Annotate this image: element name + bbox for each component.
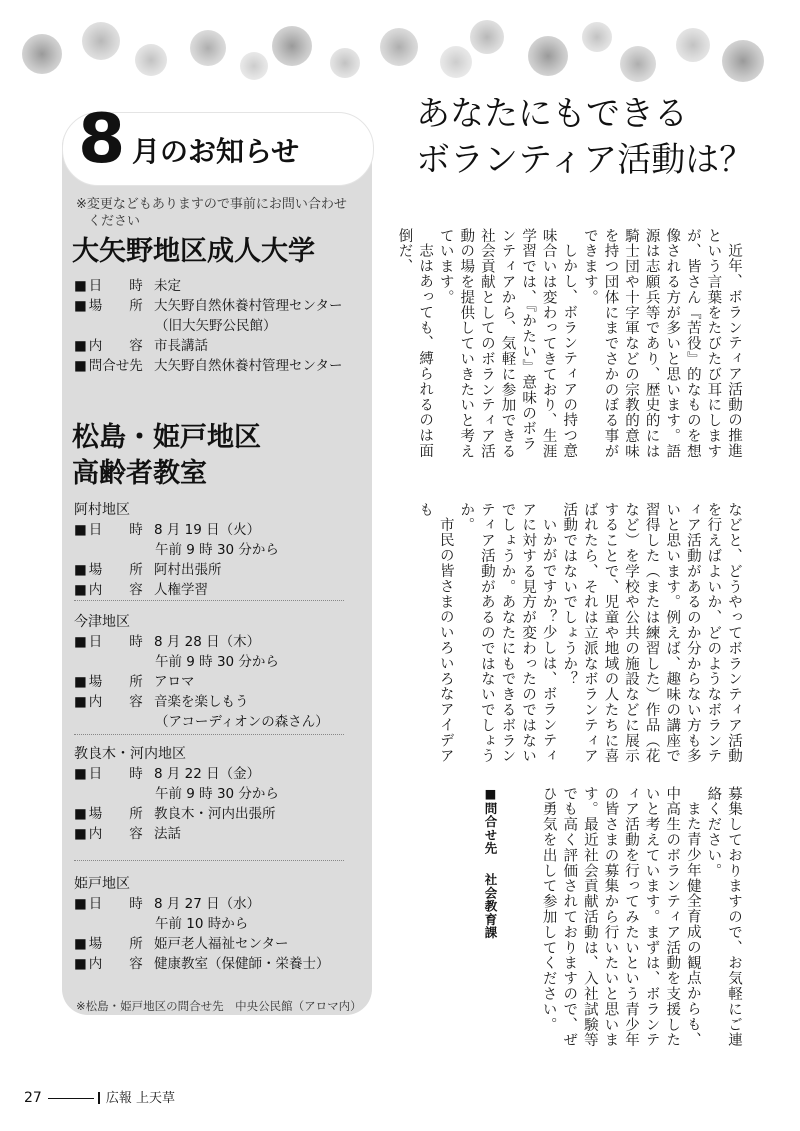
area-name: 阿村地区 [74, 502, 130, 518]
area-content-note: （アコーディオンの森さん） [155, 714, 329, 730]
area-divider [74, 860, 344, 861]
change-notice: ※変更などもありますので事前にお問い合わせ ください [76, 197, 347, 229]
section-title-matsushima: 松島・姫戸地区 [72, 422, 261, 453]
oyano-place-row: ■ 場 所 大矢野自然休養村管理センター [74, 296, 342, 316]
article-paragraph: 募集しておりますので、お気軽にご連絡ください。 [705, 786, 742, 1048]
area-time: 午前 9 時 30 分から [155, 654, 279, 670]
article-paragraph: 市民の皆さまのいろいろなアイデアも [417, 502, 454, 763]
contact-label: ■問合せ先 [483, 786, 498, 855]
area-divider [74, 734, 344, 735]
area-name: 教良木・河内地区 [74, 746, 186, 762]
article-paragraph: 志はあっても、縛られるのは面倒だ、 [396, 228, 434, 459]
area-time: 午前 9 時 30 分から [155, 786, 279, 802]
footer-bar [98, 1092, 100, 1104]
area-content-row: ■ 内 容 健康教室（保健師・栄養士） [74, 954, 330, 974]
month-number: 8 [78, 100, 126, 179]
article-paragraph: などと、どうやってボランティア活動を行えばよいか、どのようなボランティア活動があるのか分からない方も多いと思います。例えば、趣味の講座で習得した（または練習した）作品（花など）を学校や公共の施設などに展示することで、児童や地域の人たちに喜ばれたら、それは立派なボランティア活動ではないでしょうか？ [561, 502, 742, 764]
contact-value: 社会教育課 [483, 873, 498, 940]
article-paragraph: 近年、ボランティア活動の推進という言葉をたびたび耳にしますが、皆さん『苦役』的なものを想像される方が多いと思います。語源は志願兵等であり、歴史的には騎士団や十字軍などの宗教的意味を持つ団体にまでさかのぼる事ができます。 [581, 228, 742, 459]
oyano-place-note: （旧大矢野公民館） [155, 318, 277, 334]
section-title-oyano: 大矢野地区成人大学 [72, 236, 315, 267]
area-content-row: ■ 内 容 音楽を楽しもう [74, 692, 249, 712]
article-body-block3 [526, 786, 744, 1054]
area-content-row: ■ 内 容 人権学習 [74, 580, 208, 600]
article-body-block1 [394, 228, 744, 464]
section-subtitle-class: 高齢者教室 [72, 458, 207, 489]
article-title-line2: ボランティア活動は？ [416, 140, 754, 180]
area-divider [74, 600, 344, 601]
page-footer [24, 1088, 175, 1109]
publication-name: 広報 上天草 [105, 1091, 175, 1106]
oyano-contact-row: ■ 問合せ先 大矢野自然休養村管理センター [74, 356, 342, 376]
footer-rule [48, 1098, 94, 1099]
area-place-row: ■ 場 所 阿村出張所 [74, 560, 222, 580]
article-title-line1: あなたにもできる [416, 94, 688, 134]
area-place-row: ■ 場 所 教良木・河内出張所 [74, 804, 276, 824]
article-paragraph: いかがですか？少しは、ボランティアに対する見方が変わったのではないでしょうか。あなたにもできるボランティア活動があるのではないでしょうか。 [458, 502, 557, 764]
oyano-date-row: ■ 日 時 未定 [74, 276, 181, 296]
month-title: 月のお知らせ [132, 135, 300, 168]
area-place-row: ■ 場 所 アロマ [74, 672, 195, 692]
article-paragraph: また青少年健全育成の観点からも、中高生のボランティア活動を支援したいと考えています。まずは、ボランティア活動を行ってみたいという青少年の皆さまの募集から行いたいと思います。最近社会貢献活動は、入社試験等でも高く評価されておりますので、ぜひ勇気を出して参加してください。 [540, 786, 701, 1048]
article-body-block2 [394, 502, 744, 768]
area-place-row: ■ 場 所 姫戸老人福祉センター [74, 934, 288, 954]
area-name: 姫戸地区 [74, 876, 130, 892]
page-number: 27 [24, 1090, 42, 1106]
area-name: 今津地区 [74, 614, 130, 630]
area-date-row: ■ 日 時 8 月 27 日（水） [74, 894, 260, 914]
area-date-row: ■ 日 時 8 月 19 日（火） [74, 520, 260, 540]
area-time: 午前 10 時から [155, 916, 249, 932]
decorative-dot-band [0, 0, 800, 90]
article-contact [481, 786, 499, 940]
contact-footnote: ※松島・姫戸地区の問合せ先 中央公民館（アロマ内） [76, 999, 362, 1013]
area-date-row: ■ 日 時 8 月 22 日（金） [74, 764, 260, 784]
article-paragraph: しかし、ボランティアの持つ意味合いは変わってきており、生涯学習では、『かたい』意味のボランティアから、気軽に参加できる社会貢献としてのボランティア活動の場を提供していきたいと考えています。 [437, 228, 578, 459]
area-content-row: ■ 内 容 法話 [74, 824, 181, 844]
area-time: 午前 9 時 30 分から [155, 542, 279, 558]
oyano-content-row: ■ 内 容 市長講話 [74, 336, 208, 356]
area-date-row: ■ 日 時 8 月 28 日（木） [74, 632, 260, 652]
